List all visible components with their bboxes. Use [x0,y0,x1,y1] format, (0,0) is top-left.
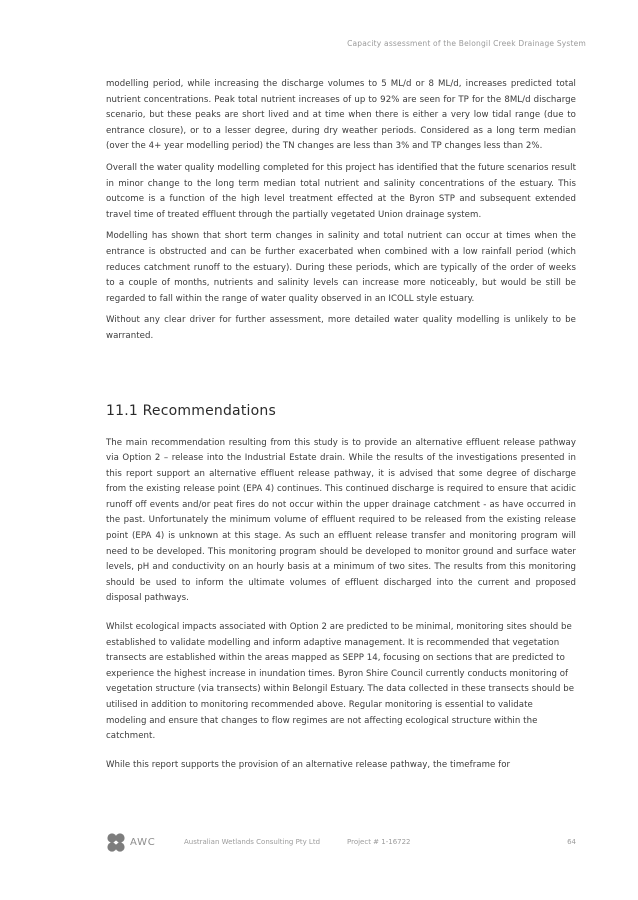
page-number: 64 [567,838,576,846]
section-spacer [106,351,576,403]
section-heading: 11.1 Recommendations [106,402,276,419]
body-paragraph: While this report supports the provision of an alternative release pathway, the timeframe for [106,759,511,770]
body-paragraph: modelling period, while increasing the discharge volumes to 5 ML/d or 8 ML/d, increases predicted total nutrient concentrations. Peak total nutrient increases of up to 92% are seen for TP for the 8ML/d discharge scenario, but these peaks are short lived and at time when there is either a very low tidal range (due to entrance closure), or to a lesser degree, during dry weather periods. Considered as a long term median (over the 4+ year modelling period) the TN changes are less than 3% and TP changes less than 2%. [106,79,576,152]
footer-project-number: Project # 1-16722 [347,838,411,846]
footer-company: Australian Wetlands Consulting Pty Ltd [184,838,321,846]
body-paragraph: Overall the water quality modelling completed for this project has identified that the future scenarios result in minor change to the long term median total nutrient and salinity concentrations of the estuary. This outcome is a function of the high level treatment effected at the Byron STP and subsequent extended travel time of treated effluent through the partially vegetated Union drainage system. [106,162,576,220]
page-content [106,77,576,779]
page-footer [106,829,576,857]
body-paragraph: Without any clear driver for further assessment, more detailed water quality modelling is unlikely to be warranted. [106,315,576,341]
body-paragraph: Whilst ecological impacts associated with Option 2 are predicted to be minimal, monitoring sites should be established to validate modelling and inform adaptive management. It is recommended that vegetation transects are established within the areas mapped as SEPP 14, focusing on sections that are predicted to experience the highest increase in inundation times. Byron Shire Council currently conducts monitoring of vegetation structure (via transects) within Belongil Estuary. The data collected in these transects should be utilised in addition to monitoring recommended above. Regular monitoring is essential to validate modeling and ensure that changes to flow regimes are not affecting ecological structure within the catchment. [106,622,575,742]
body-paragraph: The main recommendation resulting from this study is to provide an alternative effluent release pathway via Option 2 – release into the Industrial Estate drain. While the results of the investigations presented in this report support an alternative effluent release pathway, it is advised that some degree of discharge from the existing release point (EPA 4) continues. This continued discharge is required to ensure that acidic runoff off events and/or peat fires do not occur within the upper drainage catchment - as have occurred in the past. Unfortunately the minimum volume of effluent required to be released from the existing release point (EPA 4) is unknown at this stage. As such an effluent release transfer and monitoring program will need to be developed. This monitoring program should be developed to monitor ground and surface water levels, pH and conductivity on an hourly basis at a minimum of two sites. The results from this monitoring should be used to inform the ultimate volumes of effluent discharged into the current and proposed disposal pathways. [106,437,576,604]
logo-text: AWC [130,837,156,848]
running-header: Capacity assessment of the Belongil Creek Drainage System [347,39,586,48]
body-paragraph: Modelling has shown that short term changes in salinity and total nutrient can occur at times when the entrance is obstructed and can be further exacerbated when combined with a low rainfall period (which reduces catchment runoff to the estuary). During these periods, which are typically of the order of weeks to a couple of months, nutrients and salinity levels can increase more noticeably, but would be still be regarded to fall within the range of water quality observed in an ICOLL style estuary. [106,231,576,304]
